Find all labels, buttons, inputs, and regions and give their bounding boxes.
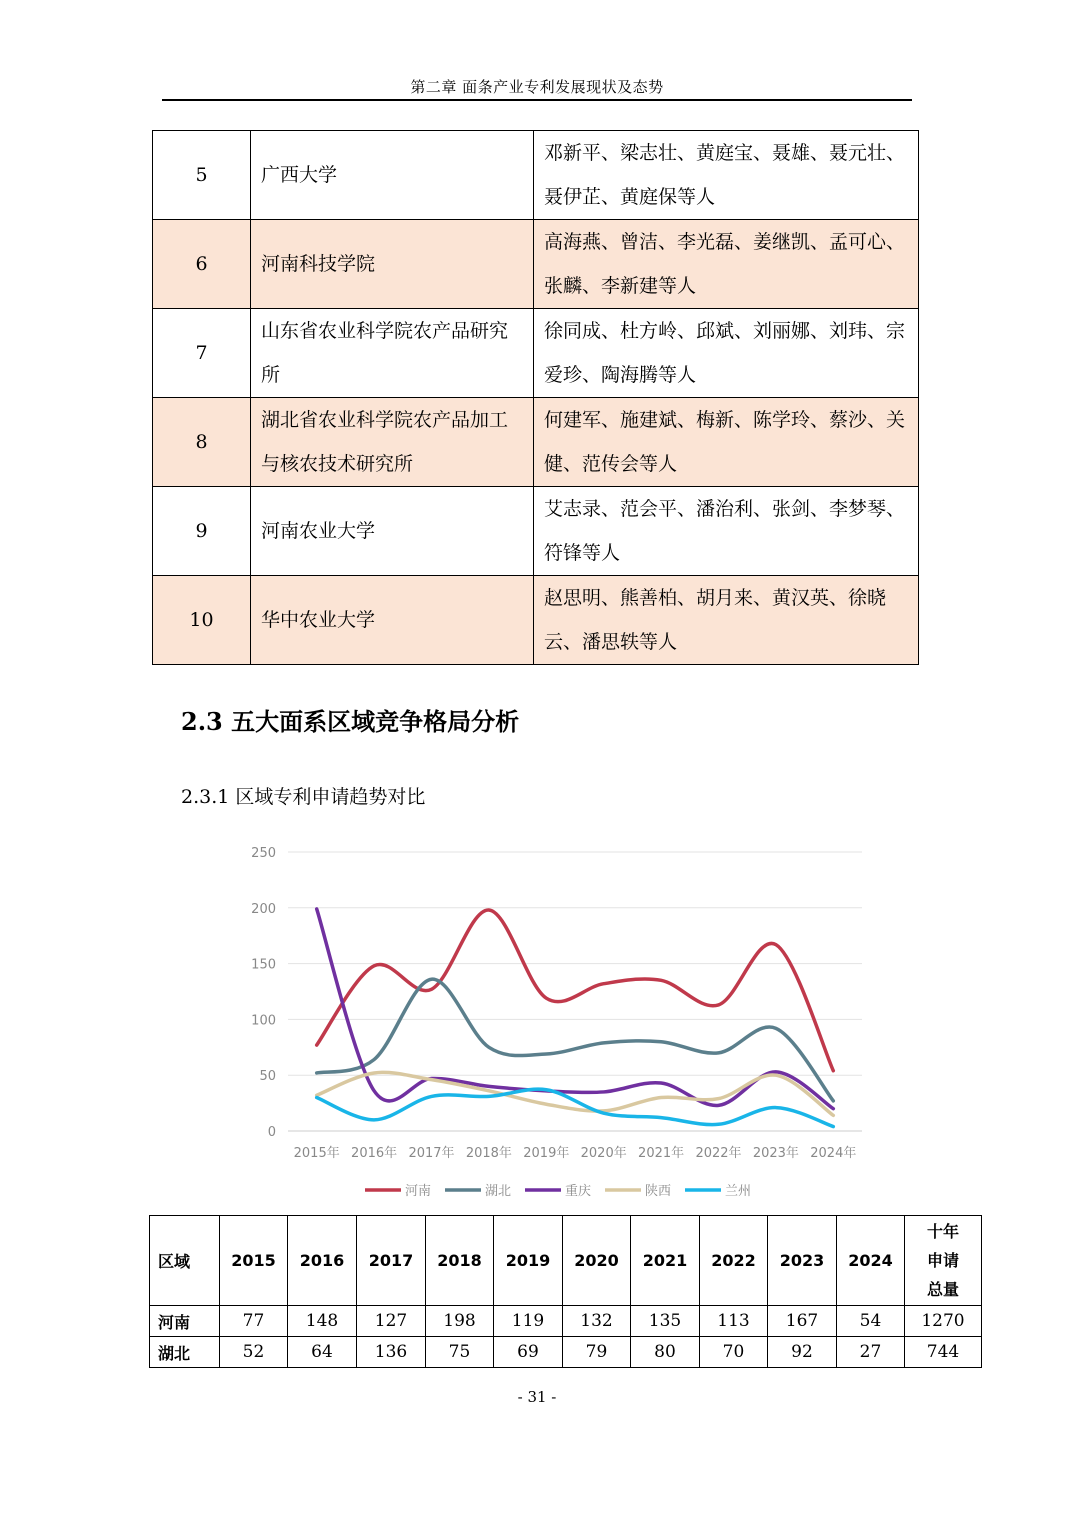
region-header-cell: 区域 bbox=[150, 1216, 220, 1306]
institution-row bbox=[153, 576, 919, 665]
rank-cell: 6 bbox=[153, 220, 251, 309]
x-tick-label: 2016年 bbox=[351, 1146, 398, 1161]
institution-row bbox=[153, 487, 919, 576]
value-cell: 70 bbox=[700, 1337, 768, 1368]
header-rule bbox=[162, 99, 912, 101]
value-cell: 69 bbox=[494, 1337, 563, 1368]
y-tick-label: 200 bbox=[251, 901, 276, 917]
institution-name-cell: 河南科技学院 bbox=[251, 220, 534, 309]
institution-table bbox=[152, 130, 919, 665]
institution-row bbox=[153, 309, 919, 398]
institution-row bbox=[153, 220, 919, 309]
trend-line-chart bbox=[240, 830, 880, 1210]
table-row bbox=[150, 1337, 982, 1368]
rank-cell: 7 bbox=[153, 309, 251, 398]
institution-name-cell: 广西大学 bbox=[251, 131, 534, 220]
x-tick-label: 2015年 bbox=[293, 1146, 340, 1161]
x-tick-label: 2018年 bbox=[465, 1146, 512, 1161]
value-cell: 64 bbox=[288, 1337, 357, 1368]
series-line-1 bbox=[317, 910, 834, 1071]
region-data-table bbox=[149, 1215, 982, 1368]
institution-row bbox=[153, 398, 919, 487]
legend-label: 湖北 bbox=[485, 1184, 512, 1199]
inventors-cell: 艾志录、范会平、潘治利、张剑、李梦琴、符锋等人 bbox=[534, 487, 919, 576]
year-header-cell: 2016 bbox=[288, 1216, 357, 1306]
value-cell: 119 bbox=[494, 1306, 563, 1337]
institution-name-cell: 河南农业大学 bbox=[251, 487, 534, 576]
year-header-cell: 2021 bbox=[631, 1216, 700, 1306]
value-cell: 148 bbox=[288, 1306, 357, 1337]
year-header-cell: 2015 bbox=[220, 1216, 288, 1306]
legend-label: 重庆 bbox=[565, 1184, 592, 1199]
legend-label: 河南 bbox=[405, 1184, 432, 1199]
value-cell: 135 bbox=[631, 1306, 700, 1337]
x-tick-label: 2021年 bbox=[638, 1146, 685, 1161]
rank-cell: 5 bbox=[153, 131, 251, 220]
inventors-cell: 徐同成、杜方岭、邱斌、刘丽娜、刘玮、宗爱珍、陶海腾等人 bbox=[534, 309, 919, 398]
value-cell: 136 bbox=[357, 1337, 426, 1368]
rank-cell: 9 bbox=[153, 487, 251, 576]
total-header-cell bbox=[905, 1216, 982, 1306]
table-row bbox=[150, 1306, 982, 1337]
section-title: 2.3 五大面系区域竞争格局分析 bbox=[181, 707, 520, 736]
total-header-line: 申请 bbox=[926, 1251, 959, 1270]
value-cell: 54 bbox=[837, 1306, 905, 1337]
year-header-cell: 2018 bbox=[426, 1216, 494, 1306]
year-header-cell: 2020 bbox=[563, 1216, 631, 1306]
value-cell: 113 bbox=[700, 1306, 768, 1337]
value-cell: 75 bbox=[426, 1337, 494, 1368]
y-tick-label: 50 bbox=[259, 1069, 276, 1085]
y-tick-label: 150 bbox=[251, 957, 276, 973]
value-cell: 167 bbox=[768, 1306, 837, 1337]
legend-label: 兰州 bbox=[725, 1184, 752, 1199]
x-tick-label: 2024年 bbox=[810, 1146, 857, 1161]
inventors-cell: 赵思明、熊善柏、胡月来、黄汉英、徐晓云、潘思轶等人 bbox=[534, 576, 919, 665]
y-tick-label: 0 bbox=[267, 1125, 276, 1140]
table-header-row bbox=[150, 1216, 982, 1306]
total-cell: 1270 bbox=[905, 1306, 982, 1337]
subsection-title: 2.3.1 区域专利申请趋势对比 bbox=[181, 786, 426, 808]
total-header-line: 十年 bbox=[926, 1222, 959, 1241]
region-cell: 河南 bbox=[150, 1306, 220, 1337]
institution-row bbox=[153, 131, 919, 220]
x-tick-label: 2017年 bbox=[408, 1146, 455, 1161]
inventors-cell: 何建军、施建斌、梅新、陈学玲、蔡沙、关健、范传会等人 bbox=[534, 398, 919, 487]
year-header-cell: 2019 bbox=[494, 1216, 563, 1306]
value-cell: 80 bbox=[631, 1337, 700, 1368]
x-tick-label: 2023年 bbox=[752, 1146, 799, 1161]
value-cell: 92 bbox=[768, 1337, 837, 1368]
x-tick-label: 2020年 bbox=[580, 1146, 627, 1161]
value-cell: 27 bbox=[837, 1337, 905, 1368]
year-header-cell: 2022 bbox=[700, 1216, 768, 1306]
institution-name-cell: 山东省农业科学院农产品研究所 bbox=[251, 309, 534, 398]
year-header-cell: 2017 bbox=[357, 1216, 426, 1306]
rank-cell: 10 bbox=[153, 576, 251, 665]
y-tick-label: 100 bbox=[251, 1013, 276, 1029]
rank-cell: 8 bbox=[153, 398, 251, 487]
value-cell: 79 bbox=[563, 1337, 631, 1368]
inventors-cell: 高海燕、曾洁、李光磊、姜继凯、孟可心、张麟、李新建等人 bbox=[534, 220, 919, 309]
page-number: - 31 - bbox=[517, 1388, 557, 1406]
y-tick-label: 250 bbox=[251, 846, 276, 861]
total-header-line: 总量 bbox=[926, 1280, 959, 1299]
value-cell: 127 bbox=[357, 1306, 426, 1337]
legend-label: 陕西 bbox=[645, 1184, 672, 1199]
year-header-cell: 2023 bbox=[768, 1216, 837, 1306]
region-cell: 湖北 bbox=[150, 1337, 220, 1368]
institution-name-cell: 华中农业大学 bbox=[251, 576, 534, 665]
inventors-cell: 邓新平、梁志壮、黄庭宝、聂雄、聂元壮、聂伊芷、黄庭保等人 bbox=[534, 131, 919, 220]
year-header-cell: 2024 bbox=[837, 1216, 905, 1306]
institution-name-cell: 湖北省农业科学院农产品加工与核农技术研究所 bbox=[251, 398, 534, 487]
value-cell: 77 bbox=[220, 1306, 288, 1337]
value-cell: 52 bbox=[220, 1337, 288, 1368]
x-tick-label: 2022年 bbox=[695, 1146, 742, 1161]
value-cell: 198 bbox=[426, 1306, 494, 1337]
x-tick-label: 2019年 bbox=[523, 1146, 570, 1161]
running-header: 第二章 面条产业专利发展现状及态势 bbox=[410, 78, 664, 96]
value-cell: 132 bbox=[563, 1306, 631, 1337]
total-cell: 744 bbox=[905, 1337, 982, 1368]
